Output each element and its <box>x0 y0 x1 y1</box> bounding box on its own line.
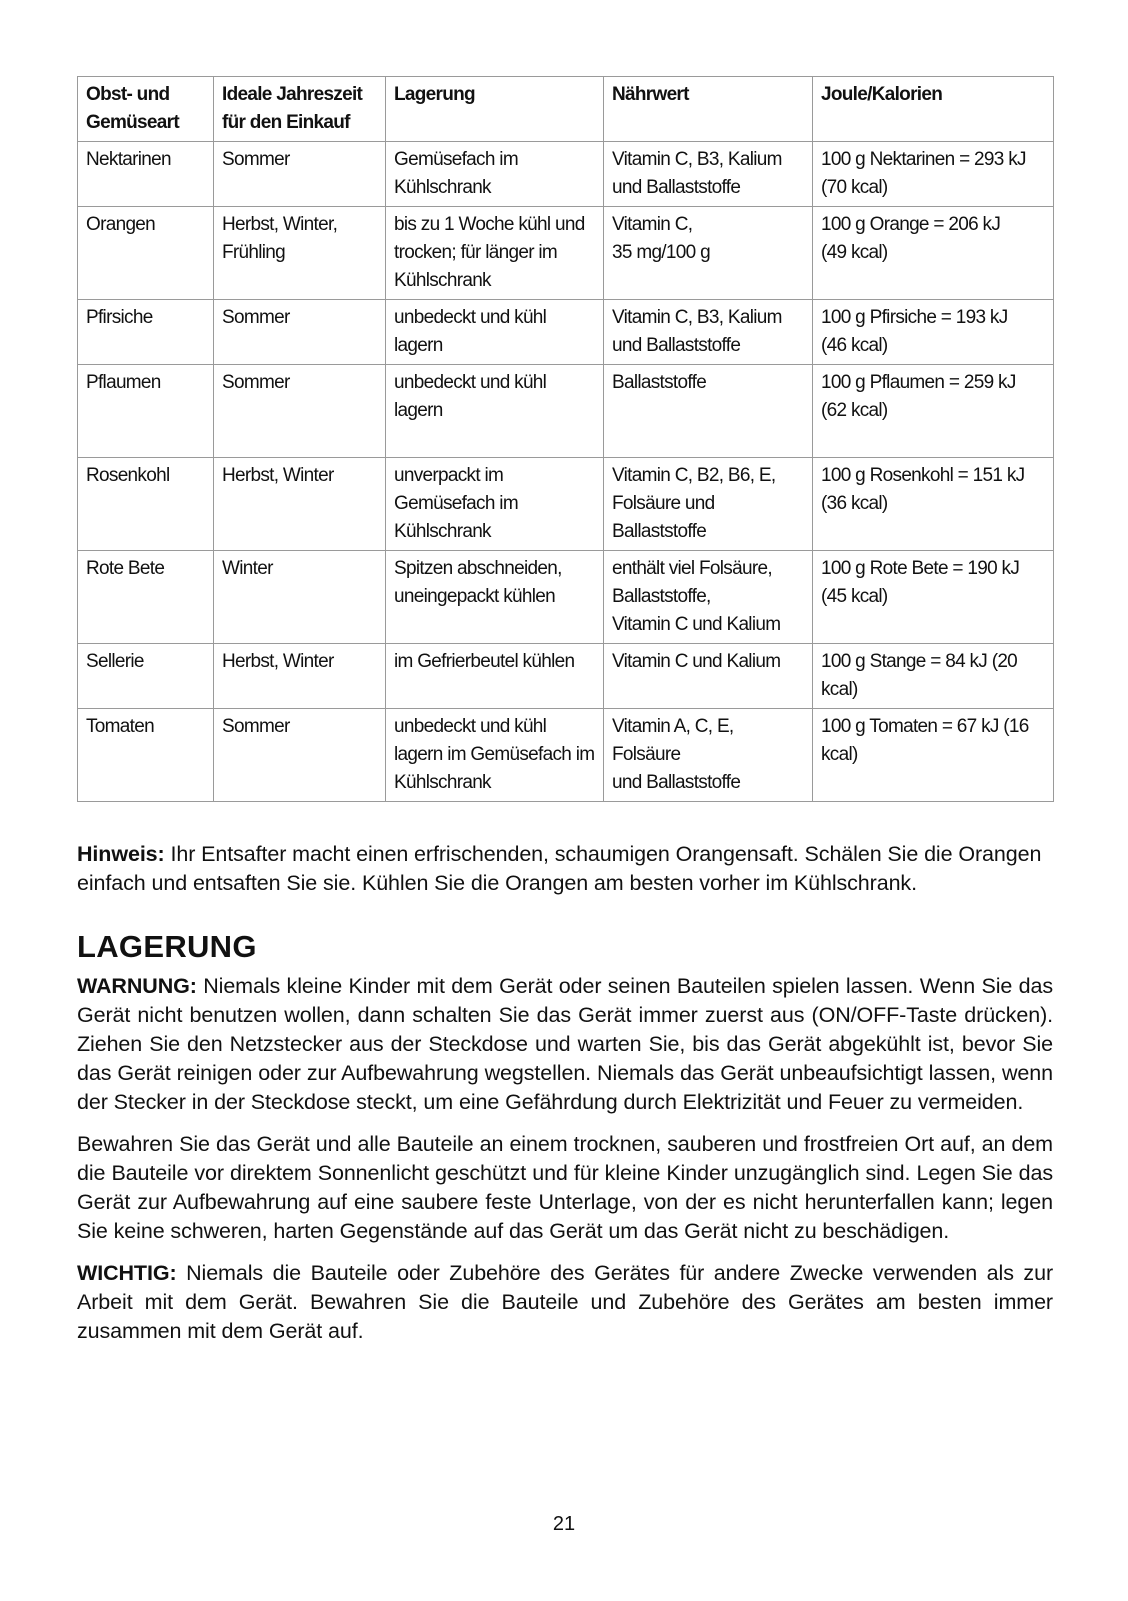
cell-produce: Pfirsiche <box>78 300 214 365</box>
cell-season: Winter <box>214 551 386 644</box>
cell-season: Sommer <box>214 300 386 365</box>
cell-nutrients: Vitamin C, B3, Kalium und Ballaststoffe <box>604 142 813 207</box>
cell-season: Sommer <box>214 365 386 458</box>
table-row <box>78 709 1054 802</box>
cell-season: Herbst, Winter <box>214 458 386 551</box>
warning-paragraph <box>77 972 1053 1117</box>
table-row <box>78 300 1054 365</box>
page-content <box>77 76 1053 1346</box>
table-header-row <box>78 77 1054 142</box>
produce-table <box>77 76 1054 802</box>
cell-storage: unbedeckt und kühl lagern <box>386 300 604 365</box>
cell-nutrients: Vitamin C, B2, B6, E, Folsäure und Ballaststoffe <box>604 458 813 551</box>
header-storage: Lagerung <box>386 77 604 142</box>
cell-nutrients: Vitamin A, C, E, Folsäure und Ballaststoffe <box>604 709 813 802</box>
table-row <box>78 551 1054 644</box>
cell-energy: 100 g Pflaumen = 259 kJ (62 kcal) <box>813 365 1054 458</box>
table-row <box>78 458 1054 551</box>
important-text: Niemals die Bauteile oder Zubehöre des Gerätes für andere Zwecke verwenden als zur Arbeit mit dem Gerät. Bewahren Sie die Bauteile und Zubehöre des Gerätes am besten immer zusammen mit dem Gerät auf. <box>77 1261 1053 1343</box>
cell-storage: bis zu 1 Woche kühl und trocken; für länger im Kühlschrank <box>386 207 604 300</box>
cell-nutrients: Ballaststoffe <box>604 365 813 458</box>
cell-produce: Sellerie <box>78 644 214 709</box>
cell-season: Sommer <box>214 142 386 207</box>
table-row <box>78 207 1054 300</box>
important-label: WICHTIG: <box>77 1261 177 1285</box>
cell-nutrients: Vitamin C, 35 mg/100 g <box>604 207 813 300</box>
cell-energy: 100 g Rosenkohl = 151 kJ (36 kcal) <box>813 458 1054 551</box>
important-paragraph <box>77 1259 1053 1346</box>
cell-produce: Pflaumen <box>78 365 214 458</box>
cell-storage: Gemüsefach im Kühlschrank <box>386 142 604 207</box>
header-nutrients: Nährwert <box>604 77 813 142</box>
cell-storage: im Gefrierbeutel kühlen <box>386 644 604 709</box>
note-text: Ihr Entsafter macht einen erfrischenden, schaumigen Orangensaft. Schälen Sie die Orangen einfach und entsaften Sie sie. Kühlen Sie die Orangen am besten vorher im Kühlschrank. <box>77 842 1042 895</box>
cell-nutrients: enthält viel Folsäure, Ballaststoffe, Vitamin C und Kalium <box>604 551 813 644</box>
table-row <box>78 142 1054 207</box>
cell-energy: 100 g Orange = 206 kJ (49 kcal) <box>813 207 1054 300</box>
section-title: LAGERUNG <box>77 929 257 964</box>
header-season: Ideale Jahreszeit für den Einkauf <box>214 77 386 142</box>
cell-nutrients: Vitamin C, B3, Kalium und Ballaststoffe <box>604 300 813 365</box>
cell-energy: 100 g Stange = 84 kJ (20 kcal) <box>813 644 1054 709</box>
warning-text: Niemals kleine Kinder mit dem Gerät oder seinen Bauteilen spielen lassen. Wenn Sie das Gerät nicht benutzen wollen, dann schalten Sie das Gerät immer zuerst aus (ON/OFF-Taste drücken). Ziehen Sie den Netzstecker aus der Steckdose und warten Sie, bis das Gerät abgekühlt ist, bevor Sie das Gerät reinigen oder zur Aufbewahrung wegstellen. Niemals das Gerät unbeaufsichtigt lassen, wenn der Stecker in der Steckdose steckt, um eine Gefährdung durch Elektrizität und Feuer zu vermeiden. <box>77 974 1053 1114</box>
warning-label: WARNUNG: <box>77 974 197 998</box>
note-label: Hinweis: <box>77 842 165 866</box>
cell-season: Sommer <box>214 709 386 802</box>
cell-season: Herbst, Winter, Frühling <box>214 207 386 300</box>
cell-produce: Nektarinen <box>78 142 214 207</box>
cell-produce: Rosenkohl <box>78 458 214 551</box>
cell-energy: 100 g Pfirsiche = 193 kJ (46 kcal) <box>813 300 1054 365</box>
note-paragraph <box>77 840 1053 898</box>
header-energy: Joule/Kalorien <box>813 77 1054 142</box>
cell-produce: Rote Bete <box>78 551 214 644</box>
table-row <box>78 644 1054 709</box>
header-produce-type: Obst- und Gemüseart <box>78 77 214 142</box>
cell-storage: unverpackt im Gemüsefach im Kühlschrank <box>386 458 604 551</box>
table-row <box>78 365 1054 458</box>
storage-paragraph: Bewahren Sie das Gerät und alle Bauteile an einem trocknen, sauberen und frostfreien Ort auf, an dem die Bauteile vor direktem Sonnenlicht geschützt und für kleine Kinder unzugänglich sind. Legen Sie das Gerät zur Aufbewahrung auf eine saubere feste Unterlage, von der es nicht herunterfallen kann; legen Sie keine schweren, harten Gegenstände auf das Gerät um das Gerät nicht zu beschädigen. <box>77 1132 1053 1243</box>
cell-energy: 100 g Tomaten = 67 kJ (16 kcal) <box>813 709 1054 802</box>
cell-season: Herbst, Winter <box>214 644 386 709</box>
cell-energy: 100 g Rote Bete = 190 kJ (45 kcal) <box>813 551 1054 644</box>
cell-storage: unbedeckt und kühl lagern <box>386 365 604 458</box>
cell-storage: Spitzen abschneiden, uneingepackt kühlen <box>386 551 604 644</box>
cell-produce: Orangen <box>78 207 214 300</box>
cell-storage: unbedeckt und kühl lagern im Gemüsefach im Kühlschrank <box>386 709 604 802</box>
cell-produce: Tomaten <box>78 709 214 802</box>
cell-energy: 100 g Nektarinen = 293 kJ (70 kcal) <box>813 142 1054 207</box>
page-number: 21 <box>552 1513 576 1535</box>
cell-nutrients: Vitamin C und Kalium <box>604 644 813 709</box>
